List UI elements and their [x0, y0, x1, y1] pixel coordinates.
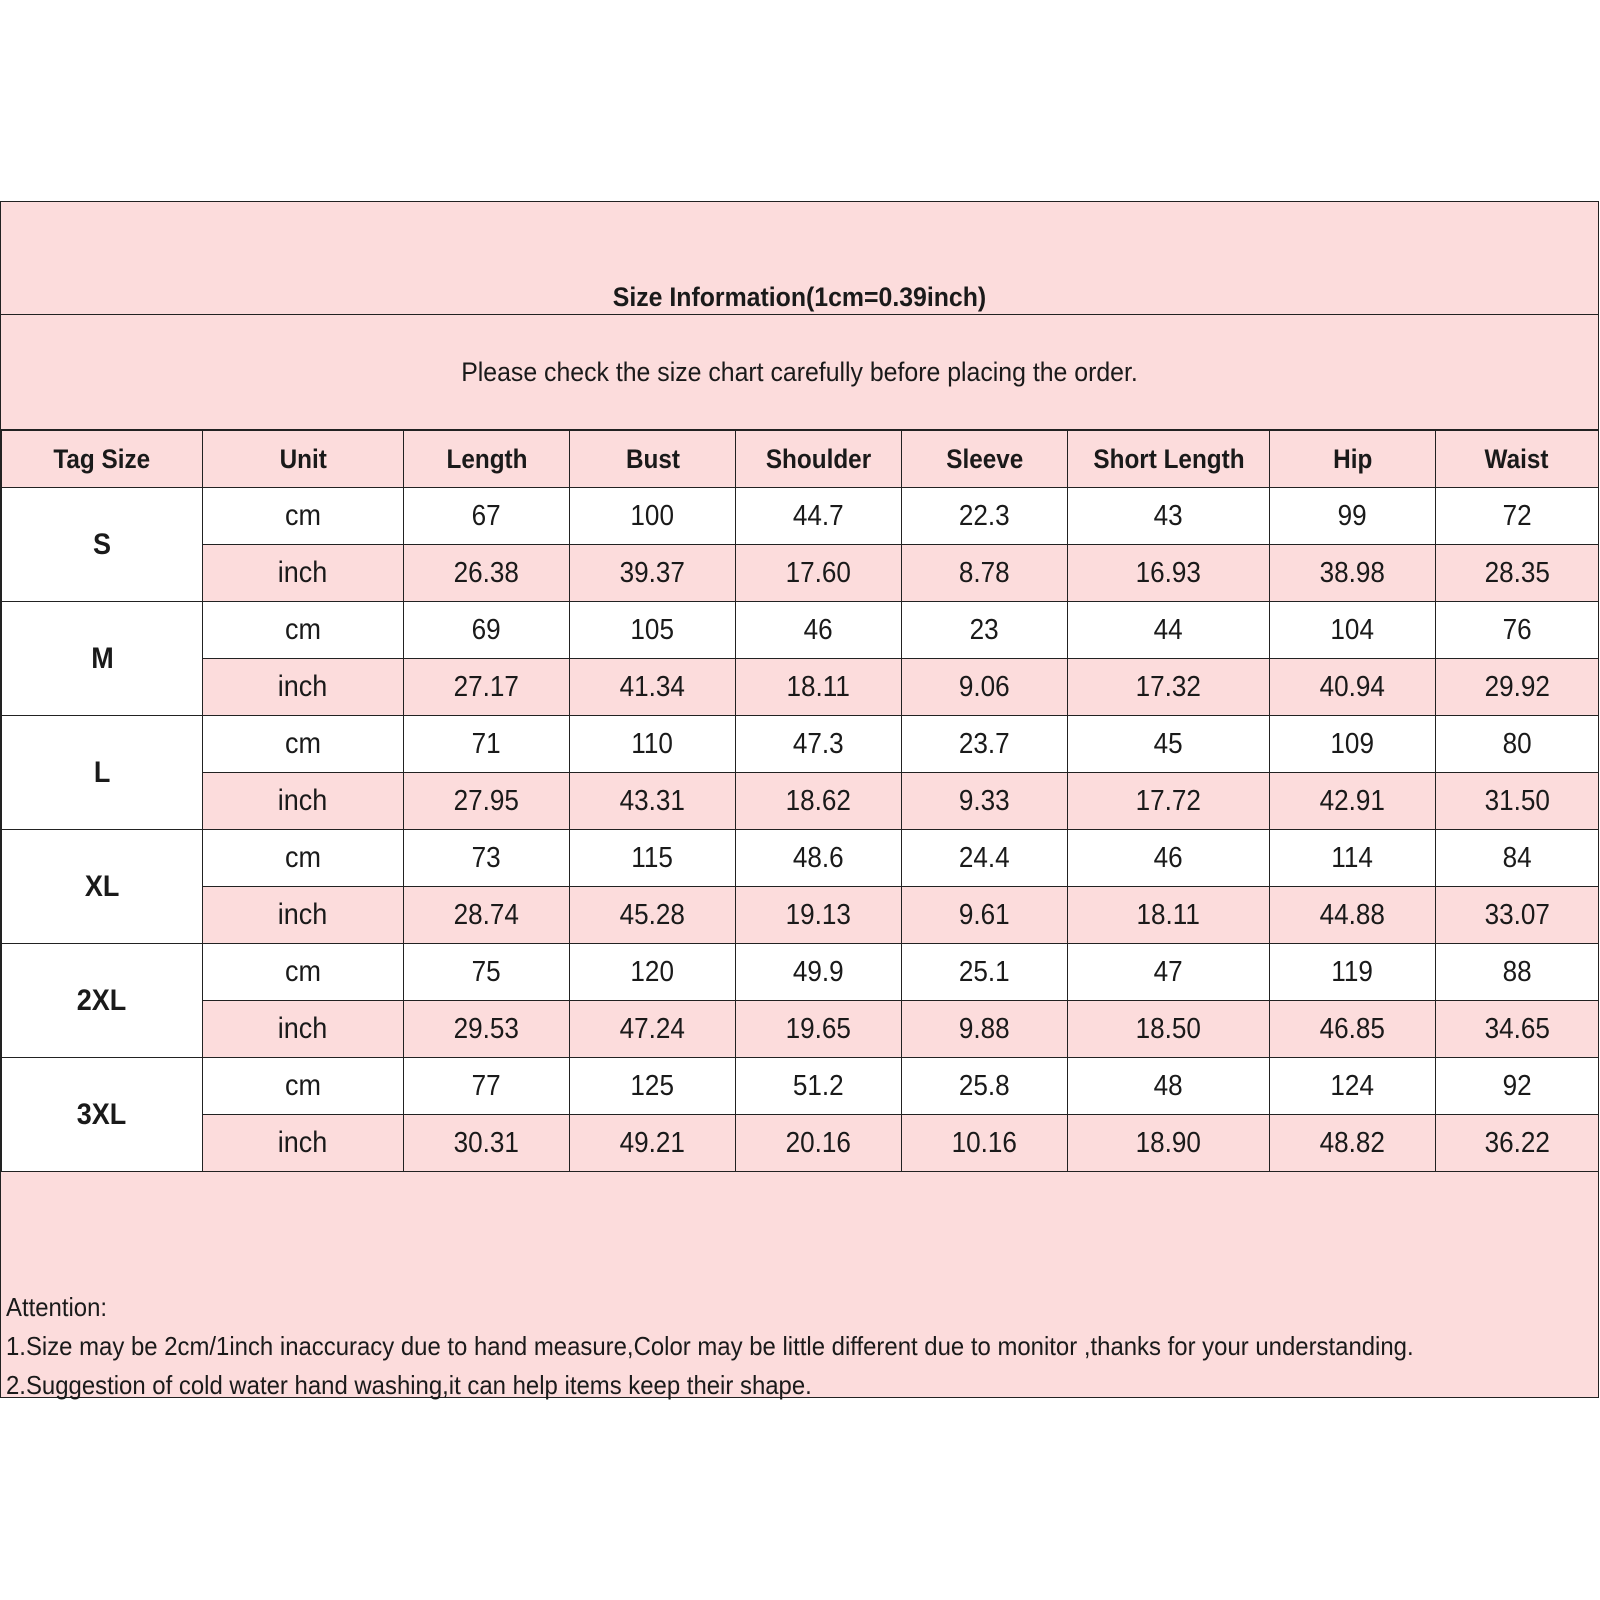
table-row — [2, 1001, 1599, 1058]
value-cell: 49.9 — [736, 944, 902, 1001]
value-cell: 47 — [1068, 944, 1270, 1001]
value-cell: 41.34 — [570, 659, 736, 716]
value-cell: 34.65 — [1436, 1001, 1599, 1058]
value-cell: 46.85 — [1270, 1001, 1436, 1058]
header-tag-size: Tag Size — [2, 431, 203, 488]
table-row — [2, 602, 1599, 659]
value-cell: 38.98 — [1270, 545, 1436, 602]
unit-cell-cm: cm — [203, 602, 404, 659]
value-cell: 17.32 — [1068, 659, 1270, 716]
value-cell: 18.90 — [1068, 1115, 1270, 1172]
value-cell: 18.11 — [1068, 887, 1270, 944]
table-row — [2, 944, 1599, 1001]
value-cell: 109 — [1270, 716, 1436, 773]
unit-cell-cm: cm — [203, 716, 404, 773]
value-cell: 17.72 — [1068, 773, 1270, 830]
value-cell: 88 — [1436, 944, 1599, 1001]
value-cell: 75 — [404, 944, 570, 1001]
value-cell: 49.21 — [570, 1115, 736, 1172]
table-row — [2, 887, 1599, 944]
notice-band — [1, 315, 1598, 430]
attention-line-1: 1.Size may be 2cm/1inch inaccuracy due to hand measure,Color may be little different due to monitor ,thanks for your understanding. — [6, 1331, 1414, 1361]
size-chart-title: Size Information(1cm=0.39inch) — [612, 282, 987, 312]
table-row — [2, 545, 1599, 602]
tag-size-cell: S — [2, 488, 203, 602]
header-unit: Unit — [203, 431, 404, 488]
value-cell: 77 — [404, 1058, 570, 1115]
value-cell: 22.3 — [902, 488, 1068, 545]
value-cell: 110 — [570, 716, 736, 773]
value-cell: 29.53 — [404, 1001, 570, 1058]
value-cell: 51.2 — [736, 1058, 902, 1115]
value-cell: 20.16 — [736, 1115, 902, 1172]
table-row — [2, 830, 1599, 887]
value-cell: 19.13 — [736, 887, 902, 944]
value-cell: 46 — [736, 602, 902, 659]
value-cell: 44.88 — [1270, 887, 1436, 944]
value-cell: 73 — [404, 830, 570, 887]
value-cell: 69 — [404, 602, 570, 659]
value-cell: 76 — [1436, 602, 1599, 659]
value-cell: 42.91 — [1270, 773, 1436, 830]
table-row — [2, 488, 1599, 545]
value-cell: 120 — [570, 944, 736, 1001]
value-cell: 39.37 — [570, 545, 736, 602]
value-cell: 36.22 — [1436, 1115, 1599, 1172]
value-cell: 47.3 — [736, 716, 902, 773]
value-cell: 48.82 — [1270, 1115, 1436, 1172]
value-cell: 119 — [1270, 944, 1436, 1001]
table-row — [2, 659, 1599, 716]
value-cell: 48.6 — [736, 830, 902, 887]
value-cell: 23.7 — [902, 716, 1068, 773]
value-cell: 80 — [1436, 716, 1599, 773]
header-short-length: Short Length — [1068, 431, 1270, 488]
table-header-row — [2, 431, 1599, 488]
value-cell: 46 — [1068, 830, 1270, 887]
value-cell: 84 — [1436, 830, 1599, 887]
value-cell: 27.95 — [404, 773, 570, 830]
value-cell: 44 — [1068, 602, 1270, 659]
value-cell: 72 — [1436, 488, 1599, 545]
value-cell: 8.78 — [902, 545, 1068, 602]
unit-cell-inch: inch — [203, 1115, 404, 1172]
value-cell: 18.50 — [1068, 1001, 1270, 1058]
unit-cell-cm: cm — [203, 830, 404, 887]
unit-cell-inch: inch — [203, 545, 404, 602]
value-cell: 48 — [1068, 1058, 1270, 1115]
value-cell: 45 — [1068, 716, 1270, 773]
value-cell: 67 — [404, 488, 570, 545]
unit-cell-cm: cm — [203, 944, 404, 1001]
value-cell: 105 — [570, 602, 736, 659]
value-cell: 47.24 — [570, 1001, 736, 1058]
table-row — [2, 716, 1599, 773]
value-cell: 24.4 — [902, 830, 1068, 887]
value-cell: 27.17 — [404, 659, 570, 716]
tag-size-cell: XL — [2, 830, 203, 944]
order-notice: Please check the size chart carefully before placing the order. — [461, 357, 1138, 387]
value-cell: 92 — [1436, 1058, 1599, 1115]
value-cell: 125 — [570, 1058, 736, 1115]
value-cell: 18.11 — [736, 659, 902, 716]
tag-size-cell: L — [2, 716, 203, 830]
value-cell: 99 — [1270, 488, 1436, 545]
header-shoulder: Shoulder — [736, 431, 902, 488]
header-length: Length — [404, 431, 570, 488]
table-row — [2, 1058, 1599, 1115]
attention-band — [1, 1171, 1598, 1400]
value-cell: 44.7 — [736, 488, 902, 545]
size-table — [1, 430, 1599, 1172]
value-cell: 28.74 — [404, 887, 570, 944]
tag-size-cell: 2XL — [2, 944, 203, 1058]
table-row — [2, 773, 1599, 830]
header-hip: Hip — [1270, 431, 1436, 488]
value-cell: 43 — [1068, 488, 1270, 545]
value-cell: 23 — [902, 602, 1068, 659]
tag-size-cell: 3XL — [2, 1058, 203, 1172]
unit-cell-cm: cm — [203, 488, 404, 545]
value-cell: 104 — [1270, 602, 1436, 659]
attention-notes — [6, 1288, 1414, 1405]
value-cell: 100 — [570, 488, 736, 545]
attention-heading: Attention: — [6, 1292, 108, 1322]
size-chart-sheet — [0, 201, 1599, 1398]
attention-line-2: 2.Suggestion of cold water hand washing,it can help items keep their shape. — [6, 1370, 812, 1400]
tag-size-cell: M — [2, 602, 203, 716]
unit-cell-inch: inch — [203, 659, 404, 716]
value-cell: 33.07 — [1436, 887, 1599, 944]
value-cell: 28.35 — [1436, 545, 1599, 602]
value-cell: 10.16 — [902, 1115, 1068, 1172]
value-cell: 45.28 — [570, 887, 736, 944]
value-cell: 29.92 — [1436, 659, 1599, 716]
value-cell: 19.65 — [736, 1001, 902, 1058]
value-cell: 17.60 — [736, 545, 902, 602]
value-cell: 26.38 — [404, 545, 570, 602]
header-sleeve: Sleeve — [902, 431, 1068, 488]
unit-cell-cm: cm — [203, 1058, 404, 1115]
unit-cell-inch: inch — [203, 887, 404, 944]
unit-cell-inch: inch — [203, 773, 404, 830]
value-cell: 9.33 — [902, 773, 1068, 830]
value-cell: 71 — [404, 716, 570, 773]
title-band — [1, 202, 1598, 315]
value-cell: 115 — [570, 830, 736, 887]
header-bust: Bust — [570, 431, 736, 488]
value-cell: 25.1 — [902, 944, 1068, 1001]
value-cell: 18.62 — [736, 773, 902, 830]
value-cell: 30.31 — [404, 1115, 570, 1172]
value-cell: 40.94 — [1270, 659, 1436, 716]
value-cell: 9.06 — [902, 659, 1068, 716]
value-cell: 9.88 — [902, 1001, 1068, 1058]
unit-cell-inch: inch — [203, 1001, 404, 1058]
value-cell: 114 — [1270, 830, 1436, 887]
value-cell: 31.50 — [1436, 773, 1599, 830]
value-cell: 25.8 — [902, 1058, 1068, 1115]
value-cell: 124 — [1270, 1058, 1436, 1115]
value-cell: 43.31 — [570, 773, 736, 830]
table-row — [2, 1115, 1599, 1172]
value-cell: 16.93 — [1068, 545, 1270, 602]
value-cell: 9.61 — [902, 887, 1068, 944]
size-table-body — [2, 488, 1599, 1172]
header-waist: Waist — [1436, 431, 1599, 488]
